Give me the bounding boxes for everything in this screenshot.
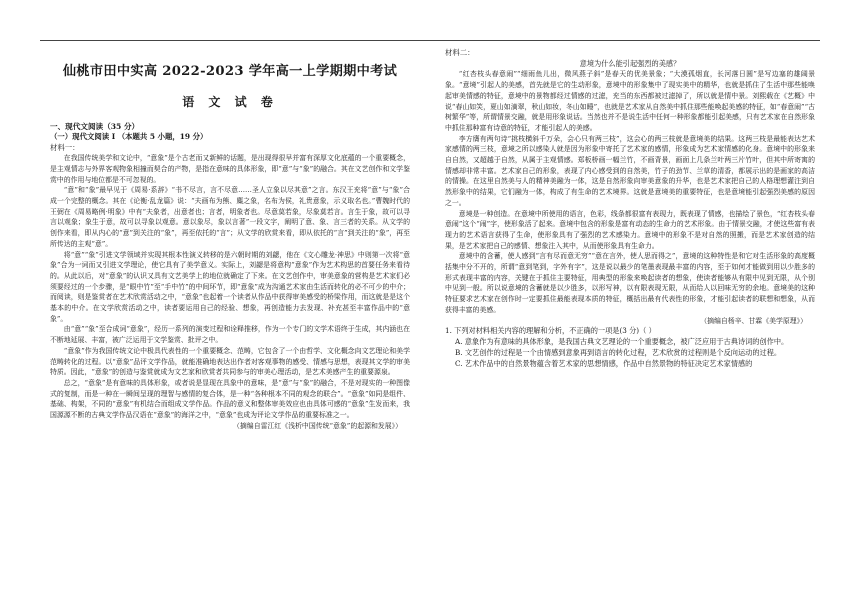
paragraph: 意境中的含蓄，使人感到“言有尽而意无穷”“意在言外，使人思而得之”，意境的这种特性是和它对生活形象的高度概括集中分不开的，所谓“意到笔到，字外有字”，这是说以最少的笔墨表现最丰富的内容，至于如何才能做到用以少胜多的形式表现丰富的内容，关键在于抓住主要特征，用典型的形象来唤起读者的想象，使读者能够从有限中见到无限，从个别中见到一般。所以说意境的含蓄就是以少胜多，以形写神，以有限表现无限，从而给人以回味无穷的余地。意境美的这种特征要求艺术家在创作时一定要抓住最能表现本质的特征，概括出最有代表性的形象，才能引起读者的联想和想象，从而获得丰富的美感。 [445, 252, 815, 314]
source-citation: （摘编自杨辛、甘霖《美学原理》） [700, 316, 807, 325]
top-rule [40, 40, 820, 41]
paragraph: 由“意”“象”至合成词“意象”，经历一系列的演变过程和诠释推移，作为一个专门的文学术语终于生成，其内涵也在不断地延展、丰富，被广泛运用于文学鉴赏、批评之中。 [50, 325, 410, 345]
exam-title: 仙桃市田中实高 2022-2023 学年高一上学期期中考试 [62, 64, 398, 79]
paragraph: “红杏枝头春意闹”“细雨鱼儿出，微风燕子斜”是春天的优美景象；“大漠孤烟直，长河落日圆”是写边塞的雄阔景象。“意境”引起人的美感，首先就是它的生动形象，意境中的形象集中了现实美中的精华，也就是抓住了生活中那些能唤起审美情感的特征，意境中的景物都经过情感的过滤，充当的东西都被过滤掉了，所以就是情中景。刘熙载在《艺概》中说“春山如笑，夏山如滴翠，秋山如妆，冬山如睡”，也就是艺术家从自然美中抓住那些能唤起美感的特征，如“春意闹”“古树繁华”等，所谓情景交融，就是用形象说话。当然也并不是说生活中任何一种形象都能引起美感，只有艺术家在自然形象中抓住那种富有诗意的特征，才能引起人的美感。 [445, 70, 815, 132]
paragraph: 李方膺有两句诗“挑枝横斜千万朵，会心只有两三枝”，这会心的两三枝就是意境美的结果。这两三枝是最能表达艺术家感情的两三枝，意境之所以感染人就是因为形象中寄托了艺术家的感情，形象成为艺术家情感的化身。意境中的形象来自自然，又超越于自然，从属于主观情感。郑板桥画一幅兰竹，不画背景，画面上几条兰叶两三片竹叶，但其中所寄寓的情感却非常丰富。艺术家自己的形象，表现了内心感受到的自然美，竹子的劲节、兰草的清香，都展示出的是画家的高洁的情操。在这里自然美与人的精神美融为一体，这是自然形象向审美意象的升华，也是艺术家把自己的人格理想灌注到自然形象中的结果，它们融为一体，构成了有生命的艺术境界。这就是意境美的重要特征，也是意境能引起强烈美感的原因之一。 [445, 134, 815, 207]
material-2-label: 材料二： [445, 48, 475, 57]
right-column [445, 48, 815, 587]
subsection-heading: （一）现代文阅读 I （本题共 5 小题，19 分） [50, 132, 208, 142]
answer-option-c: C. 艺术作品中的自然景物蕴含着艺术家的思想情感，作品中自然景物的特征决定艺术家情感的 [455, 359, 753, 368]
question-stem: 1. 下列对材料相关内容的理解和分析，不正确的一项是(3 分)（ ） [445, 326, 656, 336]
paragraph: 在我国传统美学和文论中，“意象”是个古老而又新鲜的话题，是出现得很早并富有深厚文化底蕴的一个重要概念，是主观情志与外界客观物象相撞而契合的产物，是指在意味的具体形象，即“意”与“象”的融合。其在文艺创作和文学鉴赏中的作用与地位都是不可忽视的。 [50, 154, 410, 184]
paragraph: 总之，“意象”是有意味的具体形象，或者说是显现在具象中的意味，是“意”与“象”的融合，不是对现实的一种图像式的复制，而是一种在一瞬间呈现的理智与感情的复合体，是一种“各种根本不同的观念的联合”。“意象”如同是组件、基础、构架，不同的“意象”有机结合而组成文学作品。作品的意义和整体审美效应也由具体可感的“意象”生发而来，我国源源不断的古典文学作品汉语在“意象”的海洋之中，“意象”也成为评论文学作品的重要标准之一。 [50, 378, 410, 420]
material-2-heading: 意境为什么能引起强烈的美感？ [579, 59, 681, 69]
exam-subtitle: 语 文 试 卷 [182, 95, 278, 109]
source-citation: （摘编自雷江红《浅析中国传统“意象”的起源和发展》） [233, 421, 402, 430]
material-1-label: 材料一： [50, 142, 80, 152]
paragraph: 意境是一种创造。在意境中所使用的语言，色彩，线条都很富有表现力，既表现了情感，也描绘了景色，“红杏枝头春意闹”这个“闹”字，使形象活了起来。意境中包含的形象是富有动态的生命力的艺术形象。由于情景交融，才使这些富有表现力的艺术语言获得了生命，使形象具有了强烈的艺术感染力。意境中的形象不是对自然的照搬，而是艺术家创造的结果，是艺术家把自己的感情、想象注入其中，从而使形象具有生命力。 [445, 209, 815, 250]
paragraph: 将“意”“象”引进文学领域并实现其根本性演义转移的是六朝时期的刘勰，他在《文心雕龙·神思》中则第一次将“意象”合为一词而又引进文学理论，使它具有了美学意义。实际上，刘勰是将意构“意象”作为艺术构思的首要任务来看待的。从此以后，对“意象”的认识又具有文艺美学上的地位就确定了下来。在文艺创作中，审美意象的营构是艺术家们必须要经过的一个步骤，是“眼中竹”至“手中竹”的中间环节，即“意象”成为沟通艺术家由生活而转化的必不可少的中介；而阅读，则是鉴赏者在艺术欣赏活动之中，“意象”也起着一个读者从作品中获得审美感受的桥梁作用，而这就是是这个基本的中介。在文学欣赏活动之中，读者要运用自己的经验、想象，再创造能力去发现、补充甚至丰富作品中的“意象”。 [50, 250, 410, 323]
section-heading: 一、现代文阅读（35 分） [50, 122, 140, 131]
left-column [50, 52, 410, 587]
answer-option-a: A. 意象作为有意味的具体形象，是我国古典文艺理论的一个重要概念，被广泛应用于古典诗词的创作中。 [455, 337, 789, 347]
paragraph: “意象”作为我国传统文论中极具代表性的一个重要概念、范畴，它包含了一个由哲学、文化概念向文艺理论和美学范畴转化的过程。以“意象”品评文学作品，就能准确地表达出作者对客观事物的感受、情感与思想，表现其文学的审美特质。因此，“意象”的创造与鉴赏就成为文艺家和欣赏者共同参与的审美心理活动，是艺术美感产生的重要源泉。 [50, 346, 410, 377]
answer-option-b: B. 文艺创作的过程是一个由情感到意象再到语言的转化过程，艺术欣赏的过程则是个反向运动的过程。 [455, 348, 782, 358]
paragraph: “意”和“象”最早见于《周易·系辞》“书不尽言，言不尽意……圣人立象以尽其意”之言。东汉王充将“意”与“象”合成一个完整的概念。其在《论衡·乱龙篇》说：“夫画布为熊、麋之象，名布为侯，礼贵意象，示义取名也。”曹魏时代的王弼在《周易略例·明象》中有“夫象者，出意者也；言者，明象者也。尽意莫若象，尽象莫若言。言生于象，故可以寻言以观象；象生于意，故可以寻象以观意。意以象尽，象以言著”一段文字，阐明了意、象、言三者的关系。从文学的创作来看，即从内心的“意”到关注的“象”，再至依托的“言”；从文学的欣赏来看，即从依托的“言”到关注的“象”，再至所传达的主观“意”。 [50, 186, 410, 248]
